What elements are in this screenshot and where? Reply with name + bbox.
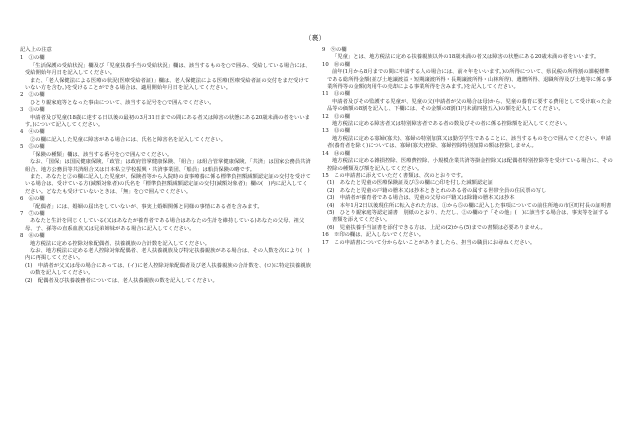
- note-section-title: 12 ⑫の欄: [322, 113, 350, 120]
- note-paragraph: 「配偶者」には、婚姻の届出をしていないが、事実上婚姻関係と同様の事情にある者を含みます。: [30, 203, 263, 210]
- note-section-title: 11 ⑪の欄: [322, 91, 350, 98]
- note-section-title: 3 ③の欄: [20, 107, 45, 114]
- note-section: [322, 62, 614, 92]
- note-section: [20, 196, 312, 211]
- note-section-title: 6 ⑥の欄: [20, 196, 45, 203]
- note-section: [20, 107, 312, 129]
- note-paragraph: あなたと生計を同じくしている(又はあなたが養育者である場合はあなたの生計を維持している)あなたの父母、祖父母、子、孫等の直系血族又は兄弟姉妹がある場合に記入してください。: [25, 218, 305, 232]
- note-section-title: 2 ②の欄: [20, 92, 45, 99]
- note-section: [322, 151, 614, 173]
- note-sub-item: (2) 配偶者及び扶養義務者については、老人扶養親族の数を記入してください。: [25, 277, 218, 284]
- note-paragraph: 地方税法に定める障害者又は特別障害者である者の数及びその者に係る控除額を記入してください。: [332, 121, 571, 128]
- note-section: [20, 92, 312, 107]
- note-section-title: 16 ※印の欄は、記入しないでください。: [322, 232, 425, 239]
- note-section-title: 13 ⑬の欄: [322, 128, 350, 135]
- note-section-title: 7 ⑦の欄: [20, 210, 45, 217]
- right-sections: [322, 47, 614, 247]
- notes-heading: 記入上の注意: [20, 47, 52, 53]
- note-sub-item: (5) ひとり親家庭等認定請書 別紙のとおり、ただし、②の欄の子「その他」( )に該当する場合は、事実等を証する書類を添えてください。: [327, 209, 609, 224]
- note-sub-item: (3) 申請者が養育者である場合は、児童の父母の戸籍又は除籍の謄本又は抄本: [327, 195, 515, 202]
- note-section-title: 15 この申請書に添えていただく書類は、次のとおりです。: [322, 172, 467, 179]
- note-paragraph: なお、「国保」は国民健康保険、「政管」は政府管掌健康保険、「組合」は組合管掌健康保険、「共済」は国家公務員共済組合、地方公務員等共済組合又は日本私立学校振興・共済事業団、「船員」は船員保険の略です。: [25, 159, 311, 173]
- note-section-title: 10 ⑩の欄: [322, 61, 350, 68]
- note-section: [322, 47, 614, 62]
- note-paragraph: ひとり親家庭等となった事由について、該当する記号を○で囲んでください。: [30, 99, 215, 106]
- note-paragraph: 地方税法に定める雑損控除、医療費控除、小規模企業共済等掛金控除又は配偶者特別控除等を受けている場合に、その控除の種類及び額を記入してください。: [327, 158, 613, 172]
- note-section: [20, 129, 312, 144]
- note-paragraph: 「児童」とは、地方税法に定める扶養親族以外の18歳未満の者又は障害の状態にある20歳未満の者をいいます。: [332, 54, 600, 61]
- note-paragraph: 「生活保護の受給状況」欄及び「児童扶養手当の受給状況」欄は、該当するものを○で囲み、受給している場合には、受給開始年月日を記入してください。: [25, 62, 311, 77]
- note-paragraph: なお、地方税法に定める老人控除対象配偶者、老人扶養親族及び特定扶養親族がある場合は、その人数を次により( )内に再掲してください。: [25, 247, 310, 262]
- note-sub-item: (1) あなたと児童の医療保険証及び⑤の欄に○印を付した減額認定証: [327, 180, 493, 187]
- note-paragraph: 申請者及び児童(18歳に達する日以後の最初の3月31日までの間にある者又は障害の状態にある20歳未満の者をいいます。)について記入してください。: [25, 114, 310, 129]
- note-paragraph: 「保険の種類」欄は、該当する番号を○で囲んでください。: [30, 151, 173, 158]
- note-section-title: 1 ①の欄: [20, 55, 45, 62]
- note-paragraph: 地方税法に定める寡婦(寡夫)、寡婦の特別加算又は勤労学生であることに、該当するものを○で囲んでください。申請者(養育者を除く)については、寡婦(寡夫)控除、寡婦控除特別加算の額は控除しません。: [327, 135, 611, 150]
- right-column: [322, 47, 614, 247]
- note-section: [20, 55, 312, 92]
- note-section-title: 9 ⑨の欄: [322, 47, 347, 53]
- left-sections: [20, 55, 312, 285]
- note-section: [322, 128, 614, 150]
- note-paragraph: 地方税法に定める控除対象配偶者、扶養親族の合計数を記入してください。: [30, 240, 211, 247]
- note-sub-item: (4) 本年1月2日以後現住所に転入された方は、①から⑤の欄に記入した事項についての前住所地の市区町村長の証明書: [327, 202, 612, 209]
- note-paragraph: また、「老人保健法による医療の状況(医療受給者証)」欄は、老人保健法による医療(医療受給者証の交付をまだ受けていない方を含む。)を受けることができる場合は、適用開始年月日を記入してください。: [25, 77, 309, 92]
- note-sub-item: (1) 申請者が父又は母の場合にあっては、(イ)に老人控除対象配偶者及び老人扶養親族の合計数を、(ロ)に特定扶養親族の数を記入してください。: [25, 262, 311, 277]
- note-section: [322, 232, 614, 239]
- note-sub-item: (6) 児童扶養手当証書を添付できる方は、上記の(2)から(5)までの書類は必要ありません。: [327, 224, 546, 231]
- note-section-title: 14 ⑭の欄: [322, 150, 350, 157]
- note-section: [20, 211, 312, 233]
- note-paragraph: 前年(1月から8月までの間に申請する人の場合には、前々年をいいます。)の所得について、県民税の所得割の課税標準である総所得金額(並び土地譲渡益・短期譲渡所得・長期譲渡所得・山林所得)、遺贈所得、退職所得及び土地等に係る事業所得等の金額(肉用牛の売却による事業所得を含みます。)を記入してください。: [327, 69, 612, 91]
- note-section: [322, 91, 614, 113]
- note-sub-item: (2) あなたと児童の戸籍の謄本又は抄本ときとれのある者の属する世帯全員の住民票の写し: [327, 187, 547, 194]
- note-section-title: 5 ⑤の欄: [20, 144, 45, 151]
- note-section-title: 17 この申請書について分からないことがありましたら、担当の職員にお尋ねください。: [322, 239, 536, 246]
- note-section-title: 4 ④の欄: [20, 129, 45, 136]
- left-column: [20, 47, 312, 285]
- note-paragraph: また、あなたと②の欄に記入した児童が、保険者等から入院時の食事療養に係る標準負担額減額認定証の交付を受けている場合は、受けている方(減額対象者)の氏名を「標準負担額減額認定証の交付(減額対象者)」欄の( )内に記入してください。どなたも受けていないときは、「無」を○で囲んでください。: [25, 173, 311, 195]
- page-side-label: （裏）: [304, 34, 326, 42]
- note-section: [322, 240, 614, 247]
- note-paragraph: 申請者及びその監護する児童が、児童の父(申請者が父の場合は母)から、児童の養育に要する費用として受け取った金品等の価額の8割を記入し、下欄には、その金額の8割(1円未満四捨五入)の額を記入してください。: [327, 98, 612, 113]
- note-paragraph: ②の欄に記入した児童に障害がある場合には、氏名と障害名を記入してください。: [30, 136, 226, 143]
- note-section: [20, 144, 312, 196]
- note-section: [322, 114, 614, 129]
- note-section: [20, 233, 312, 285]
- note-section: [322, 173, 614, 232]
- note-section-title: 8 ⑧の欄: [20, 233, 45, 240]
